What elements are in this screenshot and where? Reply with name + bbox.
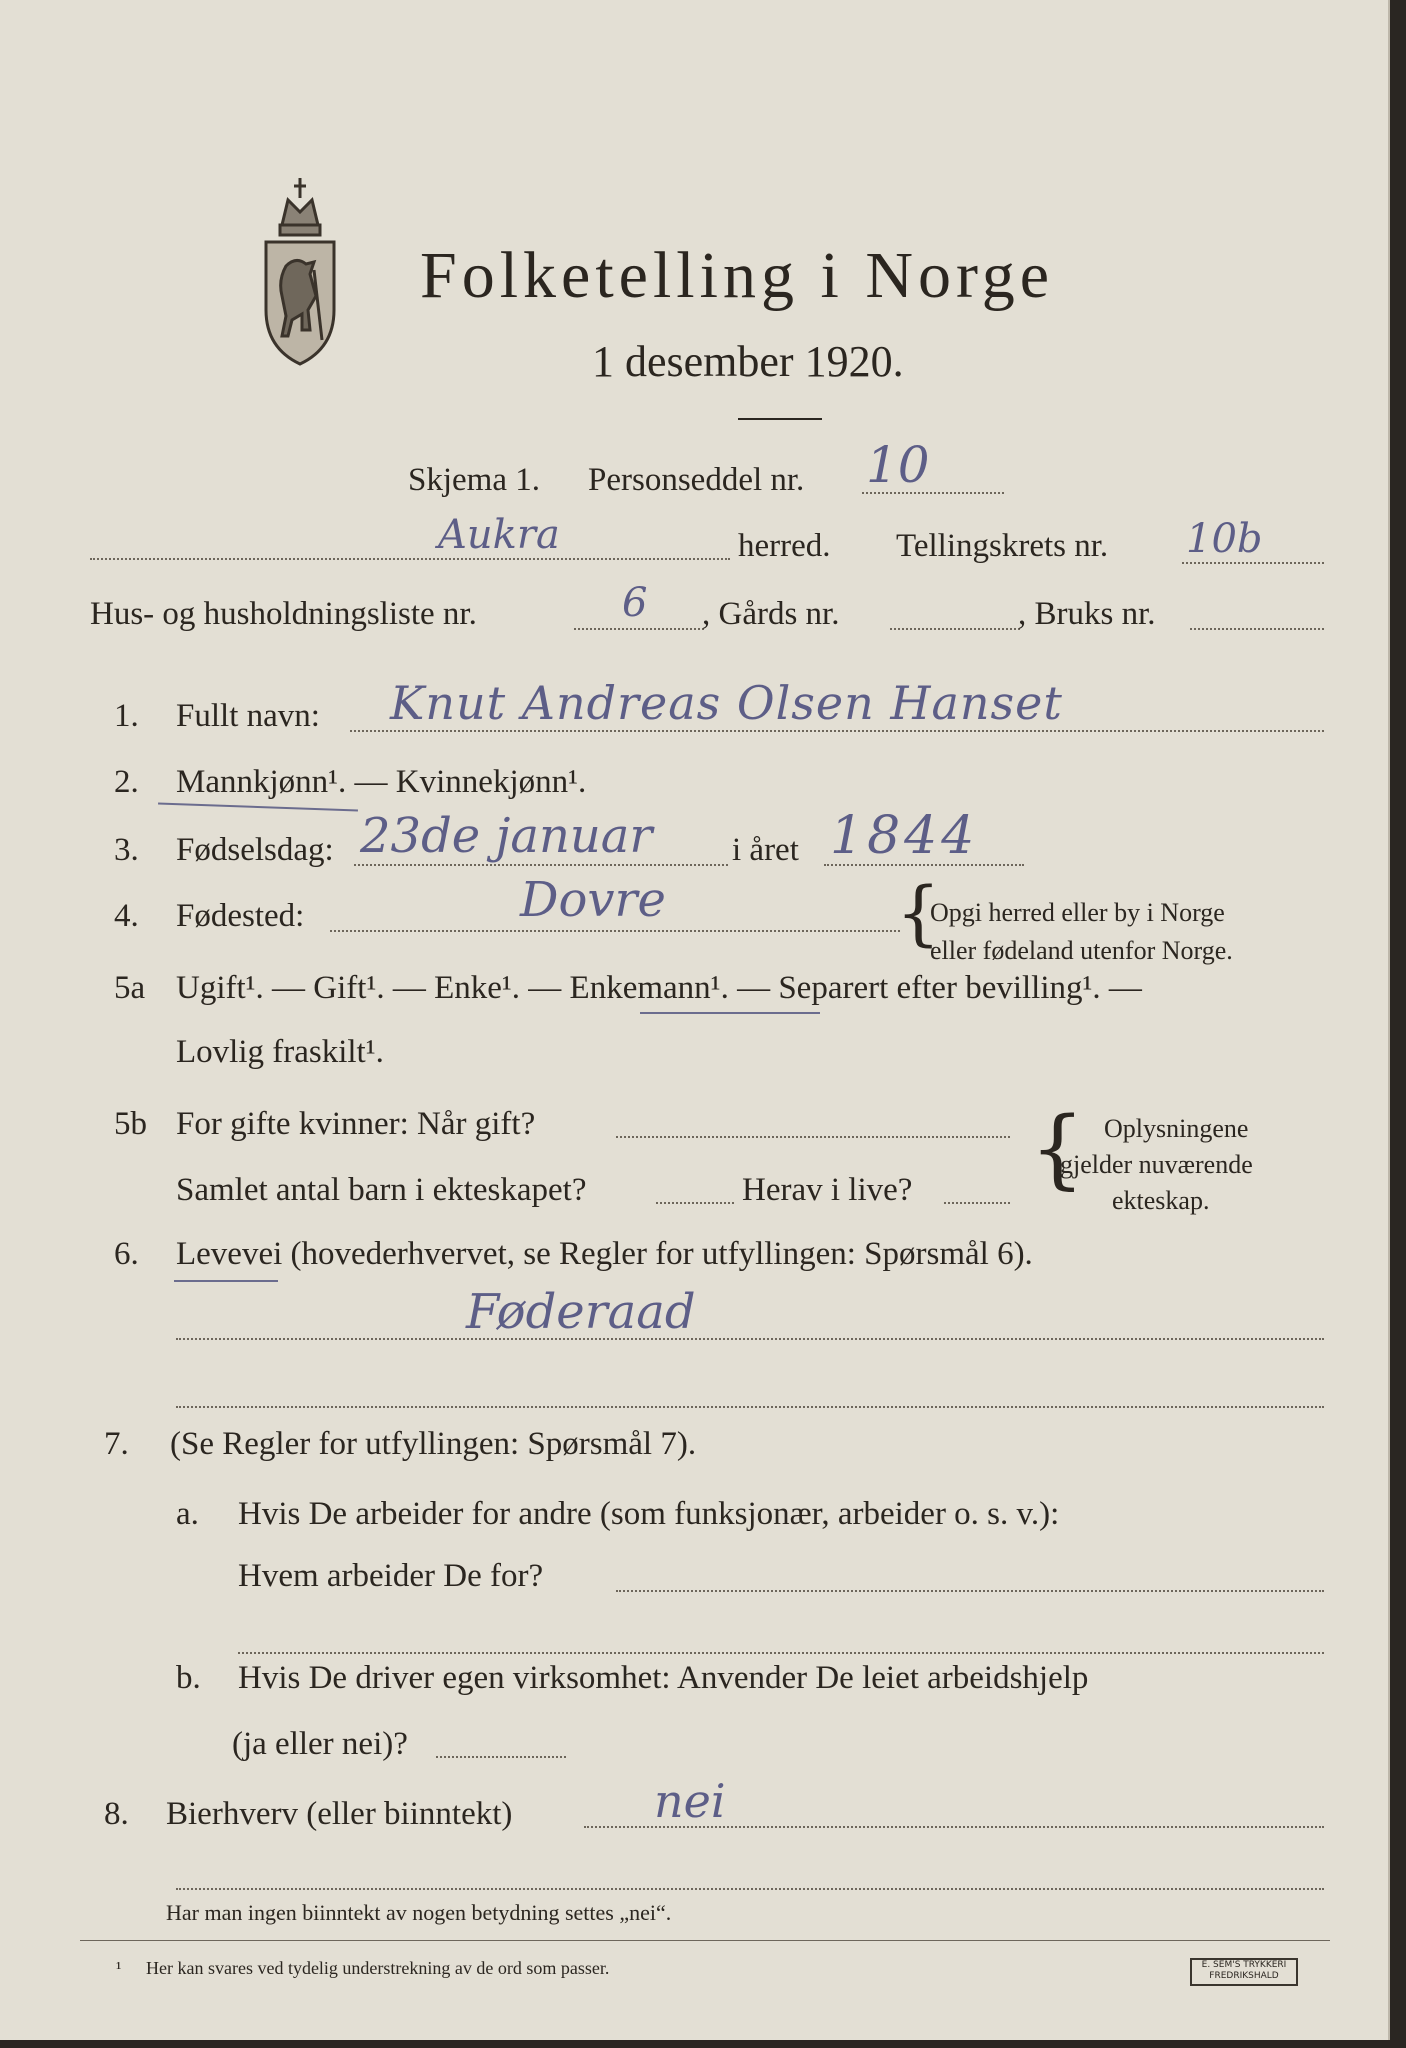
q5b-line-1 <box>616 1136 1010 1138</box>
personseddel-value: 10 <box>866 436 930 494</box>
census-date: 1 desember 1920. <box>592 337 904 386</box>
q4-note-line-1: Opgi herred eller by i Norge <box>930 898 1225 927</box>
q3-day-line <box>354 864 728 866</box>
q3-label: Fødselsdag: <box>176 832 334 868</box>
tellingskrets-label: Tellingskrets nr. <box>896 528 1109 564</box>
q8-label: Bierhverv (eller biinntekt) <box>166 1796 513 1832</box>
q6-underline-mark <box>174 1280 278 1282</box>
q2-label: Mannkjønn¹. — Kvinnekjønn¹. <box>176 764 587 800</box>
schema-label: Skjema 1. <box>408 462 540 498</box>
tellingskrets-line <box>1182 562 1324 564</box>
q1-value: Knut Andreas Olsen Hanset <box>390 676 1063 730</box>
q7-label: (Se Regler for utfyllingen: Spørsmål 7). <box>170 1426 697 1462</box>
footer-divider <box>80 1940 1330 1941</box>
q5b-label-2: Samlet antal barn i ekteskapet? <box>176 1172 587 1208</box>
q5b-label-3: Herav i live? <box>742 1172 913 1208</box>
q7a-label: Hvis De arbeider for andre (som funksjonær, arbeider o. s. v.): <box>238 1496 1060 1532</box>
q7a-line-1 <box>616 1590 1324 1592</box>
q8-value: nei <box>654 1774 726 1828</box>
footnote-mark: ¹ <box>116 1958 122 1978</box>
q6-line-2 <box>176 1406 1324 1408</box>
title-divider <box>738 418 822 420</box>
husholdningsliste-value: 6 <box>622 580 648 626</box>
herred-value: Aukra <box>438 512 560 558</box>
q4-line <box>330 930 900 932</box>
q7b-line <box>436 1756 566 1758</box>
q7-number: 7. <box>104 1426 129 1462</box>
husholdningsliste-line <box>574 628 704 630</box>
q5b-note-brace: { <box>1030 1099 1085 1199</box>
q5b-line-2 <box>656 1202 734 1204</box>
q7b-label: Hvis De driver egen virksomhet: Anvender De leiet arbeidshjelp <box>238 1660 1089 1696</box>
q6-value: Føderaad <box>466 1284 696 1340</box>
printer-stamp-line-2: FREDRIKSHALD <box>1209 1971 1279 1981</box>
q4-label: Fødested: <box>176 898 305 934</box>
form-title: Folketelling i Norge <box>420 239 1055 312</box>
q4-note-brace: { <box>896 872 941 954</box>
tellingskrets-value: 10b <box>1186 516 1263 562</box>
bruks-label: , Bruks nr. <box>1018 596 1156 632</box>
coat-of-arms-icon <box>252 170 348 370</box>
husholdningsliste-label: Hus- og husholdningsliste nr. <box>90 596 477 632</box>
footer-note: Har man ingen biinntekt av nogen betydning settes „nei“. <box>166 1900 672 1925</box>
q7a-label-2: Hvem arbeider De for? <box>238 1558 544 1594</box>
q1-number: 1. <box>114 698 139 734</box>
q8-number: 8. <box>104 1796 129 1832</box>
q4-note-line-2: eller fødeland utenfor Norge. <box>930 936 1233 965</box>
personseddel-label: Personseddel nr. <box>588 462 805 498</box>
herred-label: herred. <box>738 528 831 564</box>
q1-label: Fullt navn: <box>176 698 320 734</box>
q3-year-label: i året <box>732 832 799 868</box>
printer-stamp <box>1190 1958 1298 1986</box>
printer-stamp-line-1: E. SEM'S TRYKKERI <box>1201 1960 1287 1970</box>
q7b-label-2: (ja eller nei)? <box>232 1726 408 1762</box>
herred-line <box>90 558 730 560</box>
q4-number: 4. <box>114 898 139 934</box>
q8-line-2 <box>176 1888 1324 1890</box>
footnote-text: Her kan svares ved tydelig understrekning av de ord som passer. <box>146 1958 610 1978</box>
bruks-line <box>1190 628 1324 630</box>
q7b-number: b. <box>176 1660 201 1696</box>
q5a-number: 5a <box>114 970 146 1006</box>
q5b-line-3 <box>944 1202 1010 1204</box>
q5b-note-line-1: Oplysningene <box>1104 1114 1249 1143</box>
q4-value: Dovre <box>520 872 666 928</box>
gards-line <box>890 628 1020 630</box>
q5a-underline-mark <box>640 1012 820 1014</box>
q7a-line-2 <box>238 1652 1324 1654</box>
gards-label: , Gårds nr. <box>702 596 840 632</box>
q1-line <box>350 730 1324 732</box>
q3-number: 3. <box>114 832 139 868</box>
q3-value: 23de januar <box>360 808 653 864</box>
q5a-label-2: Lovlig fraskilt¹. <box>176 1034 384 1070</box>
q5b-number: 5b <box>114 1106 147 1142</box>
q5a-label: Ugift¹. — Gift¹. — Enke¹. — Enkemann¹. — Separert efter bevilling¹. — <box>176 970 1142 1006</box>
q3-year-value: 1844 <box>830 806 979 866</box>
q2-number: 2. <box>114 764 139 800</box>
q6-line-1 <box>176 1338 1324 1340</box>
q6-number: 6. <box>114 1236 139 1272</box>
q5b-label: For gifte kvinner: Når gift? <box>176 1106 536 1142</box>
q2-underline-mark <box>158 803 358 812</box>
q6-label: Levevei (hovederhvervet, se Regler for utfyllingen: Spørsmål 6). <box>176 1236 1033 1272</box>
q7a-number: a. <box>176 1496 199 1532</box>
q5b-note-line-3: ekteskap. <box>1112 1186 1210 1215</box>
q5b-note-line-2: gjelder nuværende <box>1060 1150 1253 1179</box>
